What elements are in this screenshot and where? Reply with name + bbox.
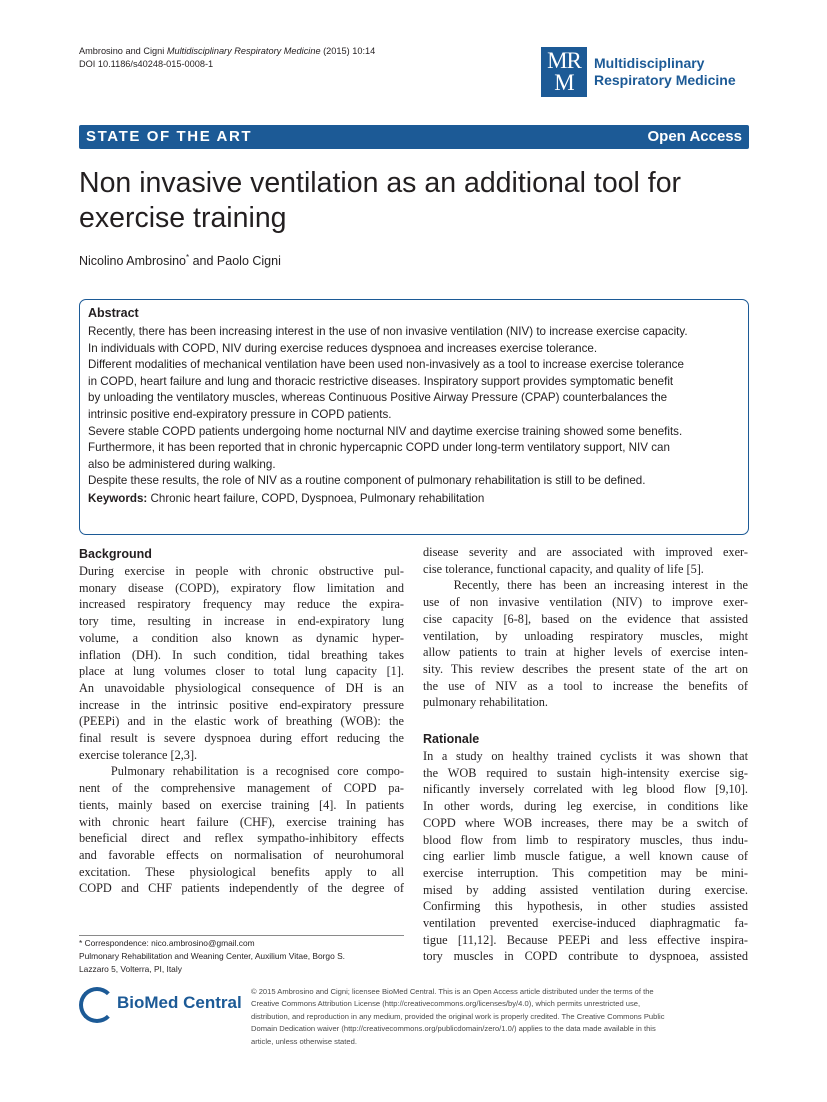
text-line: volume, a condition also known as dynamic hyper- <box>79 630 404 645</box>
text-line: the use of NIV as a tool to increase the benefits of <box>423 678 748 693</box>
license-line: Creative Commons Attribution License (http://creativecommons.org/licenses/by/4.0), which permits unrestricted use, <box>251 999 641 1009</box>
correspondence-email: * Correspondence: nico.ambrosino@gmail.com <box>79 938 255 948</box>
text-line: cise capacity [6-8], based on the evidence that assisted <box>423 611 748 626</box>
correspondence-mark: * <box>186 253 190 262</box>
abstract-line: in COPD, heart failure and lung and thoracic restrictive diseases. Inspiratory support provides symptomatic benefit <box>88 374 674 388</box>
text-line: use of non invasive ventilation (NIV) to improve exer- <box>423 595 748 610</box>
text-line: exercise interruption. This competition may be mini- <box>423 865 748 880</box>
text-line: allow patients to train at higher levels of exercise inten- <box>423 645 748 660</box>
doi: DOI 10.1186/s40248-015-0008-1 <box>79 59 214 69</box>
text-line: (PEEPi) and in the elastic work of breathing (WOB): the <box>79 714 404 729</box>
text-line: In a study on healthy trained cyclists it was shown that <box>423 749 748 764</box>
mrm-logo-icon <box>541 47 587 97</box>
abstract-line: intrinsic positive end-expiratory pressure in COPD patients. <box>88 407 392 421</box>
text-line: increase in the intrinsic positive end-expiratory pressure <box>79 697 404 712</box>
text-line: ventilation, by unloading respiratory muscles, might <box>423 628 748 643</box>
open-access-label: Open Access <box>647 128 742 145</box>
text-line: exercise tolerance [2,3]. <box>79 747 198 762</box>
author-2: and Paolo Cigni <box>189 254 281 269</box>
authors <box>79 253 281 268</box>
journal-name-line1: Multidisciplinary <box>594 55 705 71</box>
text-line: COPD where WOB increases, there may be a switch of <box>423 815 748 830</box>
text-line: inflation (DH). In such condition, tidal breathing takes <box>79 647 404 662</box>
logo-letters-bottom: M <box>554 70 574 95</box>
text-line: beneficial direct and reflex sympatho-inhibitory effects <box>79 831 404 846</box>
journal-logo <box>541 47 751 99</box>
title-line-2: exercise training <box>79 202 287 234</box>
article-title <box>79 166 759 236</box>
text-line: blood flow from limb to respiratory muscles, thus indu- <box>423 832 748 847</box>
affiliation-line1: Pulmonary Rehabilitation and Weaning Center, Auxilium Vitae, Borgo S. <box>79 951 345 961</box>
text-line: In other words, during leg exercise, in conditions like <box>423 799 748 814</box>
abstract-box <box>79 299 749 535</box>
citation-authors: Ambrosino and Cigni <box>79 46 165 56</box>
text-line: place at lung volumes closer to total lung capacity [1]. <box>79 664 404 679</box>
citation-header <box>79 45 375 71</box>
text-line: with chronic heart failure (CHF), exercise training has <box>79 814 404 829</box>
text-line: tigue [11,12]. Because PEEPi and less effective inspira- <box>423 932 748 947</box>
text-line: increased respiratory frequency may reduce the expira- <box>79 597 404 612</box>
license-line: article, unless otherwise stated. <box>251 1036 357 1046</box>
abstract-heading: Abstract <box>88 306 139 320</box>
section-label: STATE OF THE ART <box>86 128 253 145</box>
license-line: © 2015 Ambrosino and Cigni; licensee BioMed Central. This is an Open Access article distributed under the terms of the <box>251 987 654 996</box>
citation-year: (2015) 10:14 <box>323 46 376 56</box>
abstract-line: Different modalities of mechanical ventilation have been used non-invasively as a tool to increase exercise tolerance <box>88 358 684 372</box>
text-line: cing earlier limb muscle fatigue, a well known cause of <box>423 849 748 864</box>
text-line: COPD and CHF patients independently of the degree of <box>79 881 404 896</box>
text-line: cise tolerance, functional capacity, and quality of life [5]. <box>423 561 704 576</box>
abstract-line: Recently, there has been increasing interest in the use of non invasive ventilation (NIV) to increase exercise capacity. <box>88 325 688 338</box>
license-line: distribution, and reproduction in any medium, provided the original work is properly credited. The Creative Commons Public <box>251 1011 665 1021</box>
title-line-1: Non invasive ventilation as an additional tool for <box>79 167 682 199</box>
abstract-line: also be administered during walking. <box>88 457 276 471</box>
text-line: excitation. These physiological benefits apply to all <box>79 864 404 879</box>
text-line: Pulmonary rehabilitation is a recognised core compo- <box>79 764 404 779</box>
journal-name <box>594 55 736 89</box>
text-line: pulmonary rehabilitation. <box>423 695 548 710</box>
text-line: An unavoidable physiological consequence of DH is an <box>79 680 404 695</box>
logo-letters-top: MR <box>547 48 581 73</box>
text-line: tory muscles in COPD contribute to dyspnoea, assisted <box>423 949 748 964</box>
author-1: Nicolino Ambrosino <box>79 254 186 269</box>
bmc-ring-icon <box>79 987 115 1023</box>
correspondence-footnote <box>79 937 409 976</box>
keywords <box>88 491 740 507</box>
section-gap <box>423 711 748 730</box>
footnote-rule <box>79 935 404 936</box>
text-line: tory time, resulting in increase in end-expiratory lung <box>79 614 404 629</box>
text-line: nificantly inversely correlated with leg blood flow [9,10]. <box>423 782 748 797</box>
citation-line <box>79 45 375 58</box>
section-banner <box>79 125 749 149</box>
keywords-list: Chronic heart failure, COPD, Dyspnoea, Pulmonary rehabilitation <box>147 491 485 505</box>
keywords-label: Keywords: <box>88 491 148 505</box>
publisher-name: BioMed Central <box>117 993 242 1012</box>
text-line: disease severity and are associated with improved exer- <box>423 545 748 559</box>
text-line: Confirming this hypothesis, in other studies assisted <box>423 899 748 914</box>
abstract-line: Severe stable COPD patients undergoing home nocturnal NIV and daytime exercise training showed some benefits. <box>88 424 683 438</box>
text-line: mised by adding assisted ventilation during exercise. <box>423 882 748 897</box>
text-line: the WOB required to sustain high-intensity exercise sig- <box>423 765 748 780</box>
text-line: nent of the comprehensive management of COPD pa- <box>79 781 404 796</box>
text-line: tients, mainly based on exercise training [4]. In patients <box>79 797 404 812</box>
text-line: Recently, there has been an increasing interest in the <box>423 578 748 593</box>
text-line: monary disease (COPD), expiratory flow limitation and <box>79 580 404 595</box>
affiliation-line2: Lazzaro 5, Volterra, PI, Italy <box>79 964 182 974</box>
abstract-line: by unloading the ventilatory muscles, whereas Continuous Positive Airway Pressure (CPAP) counterbalances the <box>88 391 668 405</box>
abstract-line: Despite these results, the role of NIV as a routine component of pulmonary rehabilitation is still to be defined. <box>88 474 646 488</box>
rationale-heading: Rationale <box>423 732 480 747</box>
text-line: During exercise in people with chronic obstructive pul- <box>79 564 404 578</box>
license-text <box>251 986 751 1048</box>
biomed-central-logo <box>79 987 242 1023</box>
text-line: ventilation prevented exercise-induced diaphragmatic fa- <box>423 916 748 931</box>
text-line: and favorable effects on normalisation of neurohumoral <box>79 847 404 862</box>
journal-name-line2: Respiratory Medicine <box>594 72 736 88</box>
license-line: Domain Dedication waiver (http://creativecommons.org/publicdomain/zero/1.0/) applies to the data made available in this <box>251 1024 656 1034</box>
abstract-line: Furthermore, it has been reported that in chronic hypercapnic COPD under long-term ventilatory support, NIV can <box>88 441 670 455</box>
citation-journal: Multidisciplinary Respiratory Medicine <box>166 46 321 56</box>
text-line: sity. This review describes the present state of the art on <box>423 661 748 676</box>
abstract-line: In individuals with COPD, NIV during exercise reduces dyspnoea and increases exercise tolerance. <box>88 341 598 355</box>
left-column <box>79 545 404 897</box>
text-line: final result is severe dyspnoea during effort reducing the <box>79 731 404 746</box>
background-heading: Background <box>79 547 152 561</box>
right-column <box>423 544 748 965</box>
